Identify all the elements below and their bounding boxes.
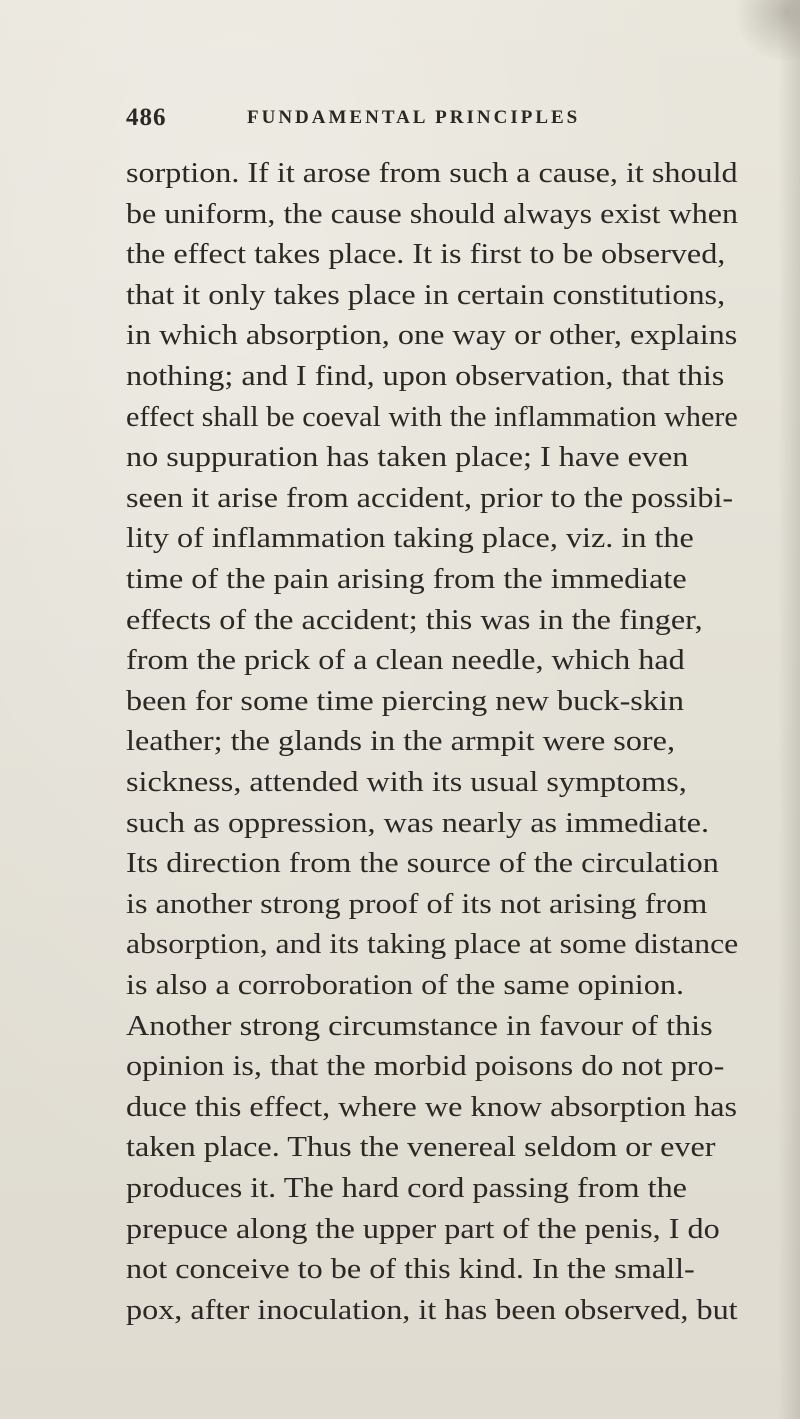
- text-line: opinion is, that the morbid poisons do not pro-: [126, 1051, 725, 1083]
- text-line: the effect takes place. It is first to be observed,: [126, 239, 726, 271]
- page-edge-shadow: [778, 0, 800, 1419]
- text-line: duce this effect, where we know absorption has: [126, 1091, 738, 1123]
- text-line: lity of inflammation taking place, viz. in the: [126, 523, 694, 555]
- page-header: [126, 104, 686, 144]
- text-line: no suppuration has taken place; I have even: [126, 442, 689, 474]
- text-line: taken place. Thus the venereal seldom or ever: [126, 1132, 716, 1164]
- text-line: absorption, and its taking place at some distance: [126, 929, 739, 961]
- text-line: be uniform, the cause should always exist when: [126, 198, 738, 230]
- text-line: sorption. If it arose from such a cause, it should: [126, 158, 738, 189]
- text-line: time of the pain arising from the immediate: [126, 564, 687, 595]
- text-line: such as oppression, was nearly as immediate.: [126, 807, 710, 839]
- text-line: Its direction from the source of the circulation: [126, 848, 719, 880]
- text-line: effects of the accident; this was in the finger,: [126, 604, 703, 636]
- text-line: is also a corroboration of the same opinion.: [126, 970, 685, 1001]
- text-line: pox, after inoculation, it has been observed, but: [126, 1294, 738, 1326]
- text-line: leather; the glands in the armpit were sore,: [126, 726, 675, 758]
- text-line: nothing; and I find, upon observation, that this: [126, 361, 725, 392]
- page-number: 486: [126, 104, 167, 131]
- text-line: in which absorption, one way or other, explains: [126, 320, 738, 352]
- text-line: prepuce along the upper part of the penis, I do: [126, 1213, 720, 1245]
- text-line: been for some time piercing new buck-skin: [126, 685, 684, 717]
- page-corner-stain: [730, 0, 800, 60]
- text-line: sickness, attended with its usual symptoms,: [126, 767, 687, 798]
- text-line: is another strong proof of its not arising from: [126, 888, 708, 920]
- text-line: Another strong circumstance in favour of this: [126, 1010, 713, 1042]
- text-line: seen it arise from accident, prior to the possibi-: [126, 482, 734, 514]
- text-line: not conceive to be of this kind. In the small-: [126, 1254, 695, 1286]
- text-line: effect shall be coeval with the inflammation where: [126, 401, 738, 433]
- text-line: from the prick of a clean needle, which had: [126, 645, 685, 677]
- running-head: FUNDAMENTAL PRINCIPLES: [247, 107, 581, 128]
- text-line: that it only takes place in certain constitutions,: [126, 279, 726, 311]
- text-line: produces it. The hard cord passing from the: [126, 1173, 687, 1204]
